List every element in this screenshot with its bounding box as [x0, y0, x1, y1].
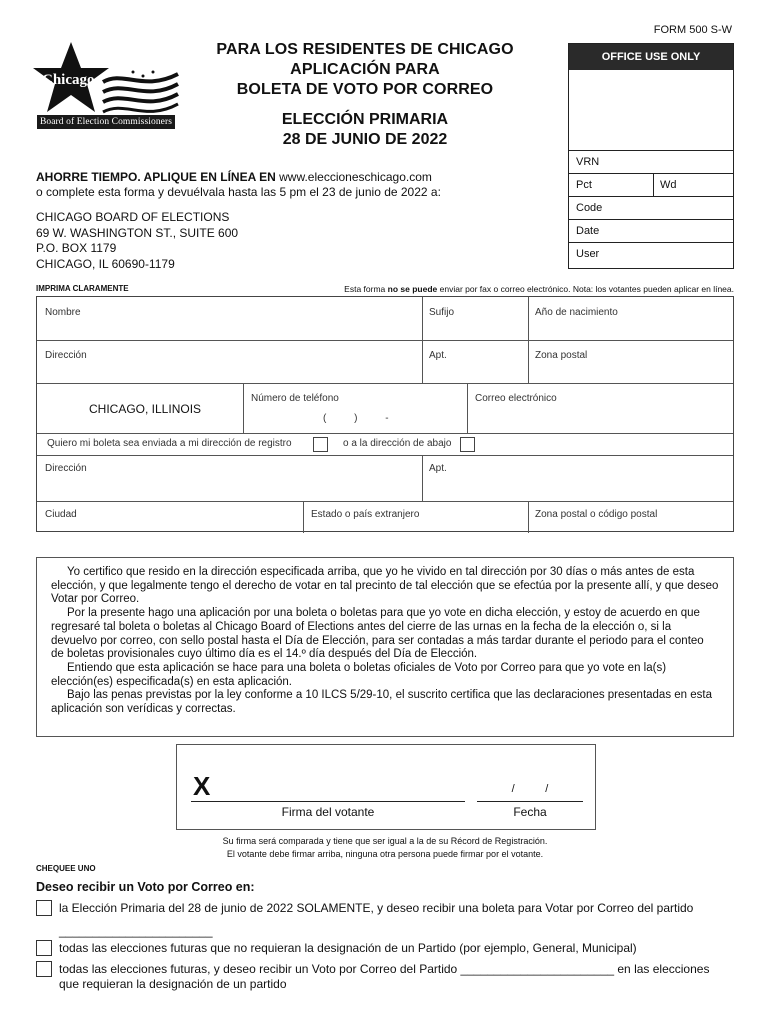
field-anio-nacimiento[interactable]: Año de nacimiento: [535, 307, 618, 318]
mail-to-below-checkbox[interactable]: [460, 437, 475, 452]
option-future-party-label-cont: que requieran la designación de un partido: [59, 977, 287, 991]
certification-text: Yo certifico que resido en la dirección especificada arriba, que yo he vivido en tal dirección por 30 días o más antes de esta elección, y que legalmente tengo el derecho de votar en tal precinto de tal elección que se efectúa por la presente allí, y que deseo Votar por Correo. Por la presente hago una aplicación por una boleta o boletas para que yo vote en dicha elección, y estoy de acuerdo en que regresaré tal boleta o boletas al Chicago Board of Elections antes del cierre de las urnas en la fecha de la elección o, si la devuelvo por correo, con sello postal hasta el Día de Elección, para ser contadas a más tardar durante el periodo para el conteo de boletas provisionales cuyo último día es el 14.º día después del Día de Elección. Entiendo que esta aplicación se hace para una boleta o boletas oficiales de Voto por Correo para que yo vote en la(s) elección(es) especificada(s) en esta aplicación. Bajo las penas previstas por la ley conforme a 10 ILCS 5/29-10, el suscrito certifica que las declaraciones presentadas en esta aplicación son verídicas y correctas.: [36, 557, 734, 737]
mail-to-registration-checkbox[interactable]: [313, 437, 328, 452]
check-one-label: CHEQUEE UNO: [36, 864, 96, 873]
field-direccion[interactable]: Dirección: [45, 350, 87, 361]
print-clearly-label: IMPRIMA CLARAMENTE: [36, 284, 129, 293]
no-fax-note: Esta forma no se puede enviar por fax o correo electrónico. Nota: los votantes pueden aplicar en línea.: [344, 284, 734, 294]
field-estado[interactable]: Estado o país extranjero: [311, 509, 420, 520]
field-apt[interactable]: Apt.: [429, 350, 447, 361]
field-zona-postal[interactable]: Zona postal: [535, 350, 588, 361]
signature-note: Su firma será comparada y tiene que ser igual a la de su Récord de Registración. El votante debe firmar arriba, ninguna otra persona puede firmar por el votante.: [222, 836, 548, 859]
signature-box[interactable]: [176, 744, 596, 830]
office-vrn: VRN: [569, 150, 733, 173]
option-future-party-label: todas las elecciones futuras, y deseo recibir un Voto por Correo del Partido _______________________ en las elecciones: [59, 962, 710, 976]
option-primary-party-blank[interactable]: _______________________: [59, 924, 213, 938]
field-apt-envio[interactable]: Apt.: [429, 463, 447, 474]
apply-online-note: AHORRE TIEMPO. APLIQUE EN LÍNEA EN www.eleccioneschicago.com o complete esta forma y devuélvala hasta las 5 pm el 23 de junio de 2022 a:: [36, 170, 441, 199]
signature-mark: X: [193, 771, 211, 801]
option-primary-checkbox[interactable]: [36, 900, 52, 916]
field-sufijo[interactable]: Sufijo: [429, 307, 455, 318]
logo-city-text: Chicago: [42, 72, 95, 88]
office-code: Code: [569, 196, 733, 219]
phone-mask: ( ) -: [323, 413, 389, 424]
mail-to-below-label: o a la dirección de abajo: [343, 438, 452, 449]
office-date: Date: [569, 219, 733, 242]
date-label: Fecha: [513, 805, 547, 819]
field-telefono[interactable]: Número de teléfono: [251, 393, 339, 404]
form-title: PARA LOS RESIDENTES DE CHICAGO APLICACIÓN PARA BOLETA DE VOTO POR CORREO: [216, 41, 514, 98]
applicant-form: [36, 296, 734, 532]
field-correo[interactable]: Correo electrónico: [475, 393, 557, 404]
election-title: ELECCIÓN PRIMARIA 28 DE JUNIO DE 2022: [281, 111, 449, 148]
date-mask: / /: [511, 783, 549, 795]
city-label: CHICAGO, ILLINOIS: [89, 402, 202, 416]
office-pct-row: Pct Wd: [569, 173, 733, 196]
mailing-address: CHICAGO BOARD OF ELECTIONS 69 W. WASHINGTON ST., SUITE 600 P.O. BOX 1179 CHICAGO, IL 60690-1179: [36, 210, 239, 271]
field-nombre[interactable]: Nombre: [45, 307, 81, 318]
office-user: User: [569, 242, 733, 265]
mail-to-registration-label: Quiero mi boleta sea enviada a mi dirección de registro: [47, 438, 292, 449]
option-nonpartisan-label: todas las elecciones futuras que no requieran la designación de un Partido (por ejemplo, General, Municipal): [59, 941, 637, 955]
website-link[interactable]: www.eleccioneschicago.com: [279, 170, 432, 184]
wish-heading: Deseo recibir un Voto por Correo en:: [36, 880, 255, 894]
form-number: FORM 500 S-W: [653, 24, 732, 36]
option-primary-label: la Elección Primaria del 28 de junio de 2022 SOLAMENTE, y deseo recibir una boleta para Votar por Correo del partido: [59, 901, 694, 915]
field-direccion-envio[interactable]: Dirección: [45, 463, 87, 474]
field-zona-postal-envio[interactable]: Zona postal o código postal: [535, 509, 658, 520]
signature-label: Firma del votante: [281, 805, 375, 819]
option-future-party-checkbox[interactable]: [36, 961, 52, 977]
option-nonpartisan-checkbox[interactable]: [36, 940, 52, 956]
field-ciudad[interactable]: Ciudad: [45, 509, 77, 520]
office-use-box: [568, 43, 734, 269]
office-use-header: OFFICE USE ONLY: [569, 44, 733, 70]
logo-band-text: Board of Election Commissioners: [37, 115, 175, 129]
